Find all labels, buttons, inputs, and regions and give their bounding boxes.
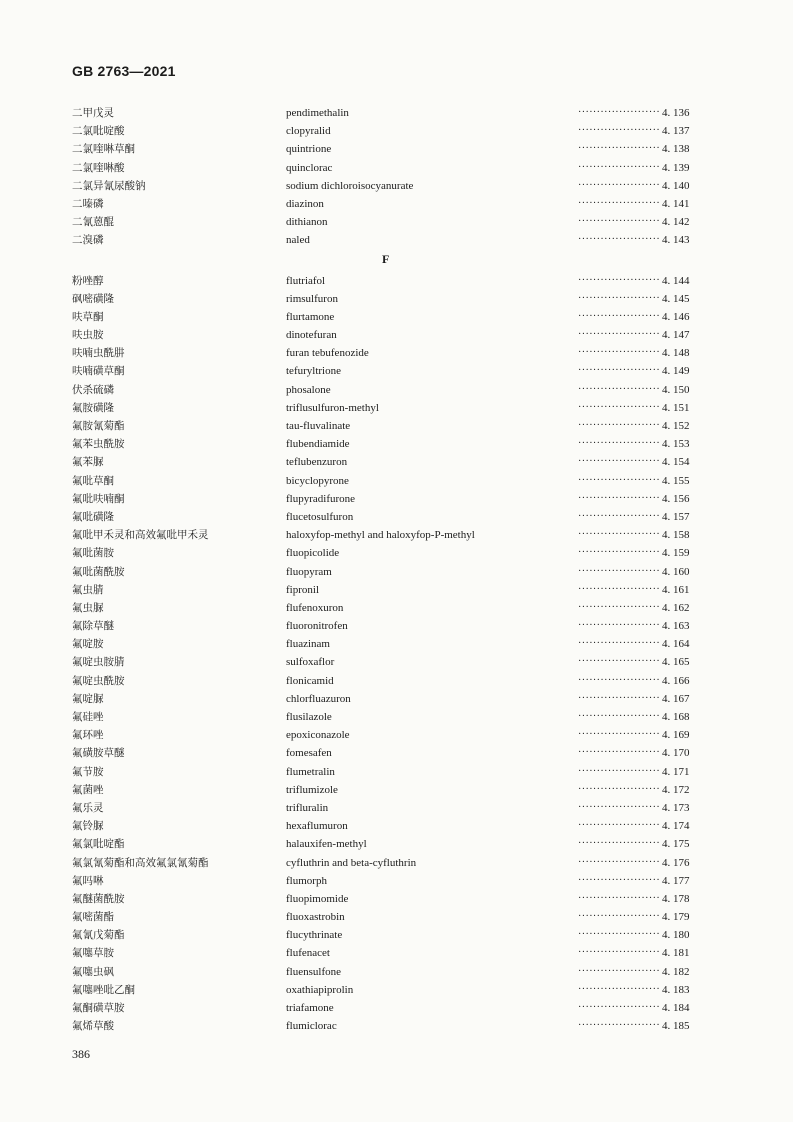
chinese-name: 氟除草醚	[72, 620, 114, 633]
dot-leader: ······················	[578, 1020, 661, 1032]
index-entry	[72, 140, 702, 158]
index-entry	[72, 817, 702, 835]
clause-number: 4. 147	[662, 329, 690, 342]
dot-leader: ······················	[578, 638, 661, 650]
chinese-name: 氟菌唑	[72, 783, 104, 796]
english-name: bicyclopyrone	[286, 474, 349, 487]
index-entry	[72, 890, 702, 908]
dot-leader: ······················	[578, 856, 661, 868]
clause-number: 4. 174	[662, 820, 690, 833]
chinese-name: 氟噻虫砜	[72, 965, 114, 978]
chinese-name: 呋喃虫酰肼	[72, 347, 125, 360]
english-name: trifluralin	[286, 801, 329, 814]
index-list	[72, 104, 702, 1035]
chinese-name: 氟氰戊菊酯	[72, 929, 125, 942]
dot-leader: ······················	[578, 929, 661, 941]
index-entry	[72, 231, 702, 249]
dot-leader: ······················	[578, 765, 661, 777]
chinese-name: 氟铃脲	[72, 820, 104, 833]
clause-number: 4. 168	[662, 711, 690, 723]
dot-leader: ······················	[578, 801, 661, 813]
clause-number: 4. 179	[662, 911, 690, 924]
clause-number: 4. 170	[662, 747, 690, 760]
clause-number: 4. 140	[662, 179, 690, 192]
chinese-name: 氟苯虫酰胺	[72, 438, 125, 451]
index-entry	[72, 159, 702, 177]
section-heading-f	[72, 250, 702, 272]
clause-number: 4. 158	[662, 529, 690, 542]
index-entry	[72, 122, 702, 140]
clause-number: 4. 165	[662, 656, 690, 669]
index-entry	[72, 526, 702, 544]
clause-number: 4. 159	[662, 547, 690, 560]
english-name: halauxifen-methyl	[286, 838, 367, 851]
chinese-name: 呋虫胺	[72, 329, 104, 342]
chinese-name: 砜嘧磺隆	[72, 292, 114, 305]
index-entry	[72, 963, 702, 981]
english-name: flufenoxuron	[286, 601, 344, 614]
chinese-name: 氟吡呋喃酮	[72, 492, 125, 505]
clause-number: 4. 167	[662, 692, 690, 705]
dot-leader: ······················	[578, 529, 661, 541]
english-name: flumiclorac	[286, 1020, 337, 1033]
clause-number: 4. 172	[662, 783, 690, 796]
dot-leader: ······················	[578, 107, 661, 118]
dot-leader: ······················	[578, 583, 661, 595]
dot-leader: ······················	[578, 965, 661, 977]
index-entry	[72, 399, 702, 417]
english-name: fluoronitrofen	[286, 620, 348, 633]
dot-leader: ······················	[578, 510, 661, 522]
index-entry	[72, 799, 702, 817]
clause-number: 4. 160	[662, 565, 690, 578]
clause-number: 4. 176	[662, 856, 690, 869]
english-name: flucetosulfuron	[286, 510, 354, 523]
chinese-name: 氟节胺	[72, 765, 104, 778]
clause-number: 4. 181	[662, 947, 690, 960]
index-entry	[72, 908, 702, 926]
english-name: fomesafen	[286, 747, 332, 760]
index-entry	[72, 835, 702, 853]
english-name: flonicamid	[286, 674, 334, 687]
english-name: flupyradifurone	[286, 492, 356, 505]
english-name: sodium dichloroisocyanurate	[286, 179, 414, 192]
index-entry	[72, 1017, 702, 1035]
entry-group-e	[72, 104, 702, 250]
chinese-name: 二氯吡啶酸	[72, 125, 125, 138]
index-entry	[72, 581, 702, 599]
index-entry	[72, 635, 702, 653]
clause-number: 4. 148	[662, 347, 690, 360]
chinese-name: 氟磺胺草醚	[72, 747, 125, 760]
chinese-name: 氟氯氰菊酯和高效氟氯氰菊酯	[72, 856, 209, 869]
clause-number: 4. 175	[662, 838, 690, 851]
english-name: tefuryltrione	[286, 365, 341, 378]
chinese-name: 氟噻草胺	[72, 947, 114, 960]
chinese-name: 呋喃磺草酮	[72, 365, 125, 378]
dot-leader: ······················	[578, 547, 661, 559]
english-name: quintrione	[286, 143, 332, 156]
chinese-name: 二氯喹啉酸	[72, 161, 125, 174]
index-entry	[72, 417, 702, 435]
english-name: dinotefuran	[286, 329, 337, 342]
english-name: epoxiconazole	[286, 729, 350, 742]
dot-leader: ······················	[578, 947, 661, 959]
index-entry	[72, 690, 702, 708]
dot-leader: ······················	[578, 234, 661, 246]
index-entry	[72, 926, 702, 944]
dot-leader: ······················	[578, 329, 661, 341]
index-entry	[72, 272, 702, 290]
chinese-name: 氟虫脲	[72, 601, 104, 614]
clause-number: 4. 150	[662, 383, 690, 396]
dot-leader: ······················	[578, 601, 661, 613]
english-name: fluazinam	[286, 638, 330, 651]
english-name: naled	[286, 234, 310, 247]
chinese-name: 氟胺磺隆	[72, 401, 114, 414]
english-name: fluensulfone	[286, 965, 341, 978]
chinese-name: 粉唑醇	[72, 274, 104, 287]
dot-leader: ······················	[578, 692, 661, 704]
index-entry	[72, 326, 702, 344]
clause-number: 4. 144	[662, 274, 690, 287]
chinese-name: 氟吡甲禾灵和高效氟吡甲禾灵	[72, 529, 209, 542]
dot-leader: ······················	[578, 747, 661, 759]
english-name: sulfoxaflor	[286, 656, 335, 669]
dot-leader: ······················	[578, 892, 661, 904]
chinese-name: 氟吗啉	[72, 874, 104, 887]
index-entry	[72, 213, 702, 231]
dot-leader: ······················	[578, 179, 661, 191]
index-entry	[72, 999, 702, 1017]
clause-number: 4. 155	[662, 474, 690, 487]
clause-number: 4. 154	[662, 456, 690, 469]
english-name: teflubenzuron	[286, 456, 348, 469]
index-entry	[72, 490, 702, 508]
dot-leader: ······················	[578, 711, 661, 722]
english-name: fluopicolide	[286, 547, 340, 560]
chinese-name: 氟氯吡啶酯	[72, 838, 125, 851]
dot-leader: ······················	[578, 347, 661, 359]
english-name: fipronil	[286, 583, 319, 596]
dot-leader: ······················	[578, 438, 661, 450]
clause-number: 4. 163	[662, 620, 690, 633]
english-name: pendimethalin	[286, 107, 349, 119]
index-entry	[72, 453, 702, 471]
dot-leader: ······················	[578, 365, 661, 377]
index-entry	[72, 104, 702, 122]
dot-leader: ······················	[578, 274, 661, 286]
clause-number: 4. 145	[662, 292, 690, 305]
clause-number: 4. 177	[662, 874, 690, 887]
english-name: flubendiamide	[286, 438, 350, 451]
clause-number: 4. 182	[662, 965, 690, 978]
index-entry	[72, 599, 702, 617]
standard-header: GB 2763—2021	[72, 63, 176, 79]
dot-leader: ······················	[578, 310, 661, 322]
english-name: chlorfluazuron	[286, 692, 351, 705]
index-entry	[72, 195, 702, 213]
index-entry	[72, 672, 702, 690]
index-entry	[72, 177, 702, 195]
chinese-name: 呋草酮	[72, 310, 104, 323]
clause-number: 4. 149	[662, 365, 690, 378]
index-entry	[72, 344, 702, 362]
english-name: flucythrinate	[286, 929, 343, 942]
clause-number: 4. 171	[662, 765, 690, 778]
index-entry	[72, 381, 702, 399]
english-name: haloxyfop-methyl and haloxyfop-P-methyl	[286, 529, 475, 542]
english-name: fluopimomide	[286, 892, 349, 905]
chinese-name: 氟吡磺隆	[72, 510, 114, 523]
dot-leader: ······················	[578, 783, 661, 795]
chinese-name: 伏杀硫磷	[72, 383, 114, 396]
clause-number: 4. 183	[662, 983, 690, 996]
index-entry	[72, 781, 702, 799]
dot-leader: ······················	[578, 620, 661, 632]
clause-number: 4. 161	[662, 583, 690, 596]
dot-leader: ······················	[578, 1002, 661, 1013]
index-entry	[72, 362, 702, 380]
clause-number: 4. 184	[662, 1002, 690, 1014]
chinese-name: 氟烯草酸	[72, 1020, 114, 1033]
english-name: fluoxastrobin	[286, 911, 345, 924]
chinese-name: 氟啶虫胺腈	[72, 656, 125, 669]
index-entry	[72, 653, 702, 671]
chinese-name: 氟啶胺	[72, 638, 104, 651]
english-name: triflusulfuron-methyl	[286, 401, 379, 414]
clause-number: 4. 162	[662, 601, 690, 614]
english-name: flumorph	[286, 874, 327, 887]
english-name: phosalone	[286, 383, 331, 396]
dot-leader: ······················	[578, 456, 661, 468]
chinese-name: 氟虫腈	[72, 583, 104, 596]
dot-leader: ······················	[578, 143, 661, 155]
dot-leader: ······················	[578, 420, 661, 431]
index-entry	[72, 726, 702, 744]
english-name: triflumizole	[286, 783, 338, 796]
section-letter: F	[382, 251, 390, 266]
chinese-name: 二嗪磷	[72, 197, 104, 210]
index-entry	[72, 435, 702, 453]
dot-leader: ······················	[578, 216, 661, 228]
dot-leader: ······················	[578, 729, 661, 741]
index-entry	[72, 617, 702, 635]
clause-number: 4. 164	[662, 638, 690, 651]
dot-leader: ······················	[578, 911, 661, 923]
clause-number: 4. 178	[662, 892, 690, 905]
english-name: triafamone	[286, 1002, 334, 1014]
index-entry	[72, 472, 702, 490]
chinese-name: 二甲戊灵	[72, 107, 114, 119]
chinese-name: 氟胺氰菊酯	[72, 420, 125, 432]
dot-leader: ······················	[578, 565, 661, 577]
english-name: diazinon	[286, 197, 324, 210]
english-name: furan tebufenozide	[286, 347, 369, 360]
chinese-name: 氟硅唑	[72, 711, 104, 723]
chinese-name: 氟吡菌胺	[72, 547, 114, 560]
dot-leader: ······················	[578, 874, 661, 886]
clause-number: 4. 185	[662, 1020, 690, 1033]
chinese-name: 二氯喹啉草酮	[72, 143, 135, 156]
clause-number: 4. 151	[662, 401, 690, 414]
dot-leader: ······················	[578, 125, 661, 137]
chinese-name: 氟吡菌酰胺	[72, 565, 125, 578]
chinese-name: 二氰蒽醌	[72, 216, 114, 229]
index-entry	[72, 981, 702, 999]
english-name: flutriafol	[286, 274, 326, 287]
english-name: flumetralin	[286, 765, 335, 778]
chinese-name: 氟噻唑吡乙酮	[72, 983, 135, 996]
index-entry	[72, 872, 702, 890]
english-name: flurtamone	[286, 310, 335, 323]
clause-number: 4. 173	[662, 801, 690, 814]
clause-number: 4. 137	[662, 125, 690, 138]
dot-leader: ······················	[578, 492, 661, 504]
dot-leader: ······················	[578, 820, 661, 832]
chinese-name: 氟嘧菌酯	[72, 911, 114, 924]
clause-number: 4. 169	[662, 729, 690, 742]
dot-leader: ······················	[578, 656, 661, 668]
dot-leader: ······················	[578, 474, 661, 486]
index-entry	[72, 563, 702, 581]
clause-number: 4. 153	[662, 438, 690, 451]
chinese-name: 氟啶虫酰胺	[72, 674, 125, 687]
english-name: cyfluthrin and beta-cyfluthrin	[286, 856, 417, 869]
chinese-name: 氟酮磺草胺	[72, 1002, 125, 1014]
english-name: fluopyram	[286, 565, 332, 578]
clause-number: 4. 142	[662, 216, 690, 229]
english-name: hexaflumuron	[286, 820, 348, 833]
dot-leader: ······················	[578, 197, 661, 209]
clause-number: 4. 136	[662, 107, 690, 119]
dot-leader: ······················	[578, 674, 661, 686]
dot-leader: ······················	[578, 161, 661, 173]
clause-number: 4. 143	[662, 234, 690, 247]
english-name: flusilazole	[286, 711, 332, 723]
clause-number: 4. 139	[662, 161, 690, 174]
dot-leader: ······················	[578, 838, 661, 850]
page-number: 386	[72, 1047, 90, 1061]
clause-number: 4. 156	[662, 492, 690, 505]
clause-number: 4. 141	[662, 197, 690, 210]
clause-number: 4. 146	[662, 310, 690, 323]
clause-number: 4. 180	[662, 929, 690, 942]
index-entry	[72, 744, 702, 762]
index-entry	[72, 944, 702, 962]
chinese-name: 二溴磷	[72, 234, 104, 247]
english-name: clopyralid	[286, 125, 331, 138]
chinese-name: 氟环唑	[72, 729, 104, 742]
clause-number: 4. 138	[662, 143, 690, 156]
clause-number: 4. 152	[662, 420, 690, 432]
dot-leader: ······················	[578, 401, 661, 413]
english-name: oxathiapiprolin	[286, 983, 354, 996]
index-entry	[72, 308, 702, 326]
chinese-name: 氟吡草酮	[72, 474, 114, 487]
english-name: flufenacet	[286, 947, 330, 960]
clause-number: 4. 166	[662, 674, 690, 687]
index-entry	[72, 763, 702, 781]
english-name: tau-fluvalinate	[286, 420, 351, 432]
dot-leader: ······················	[578, 383, 661, 395]
chinese-name: 氟乐灵	[72, 801, 104, 814]
chinese-name: 氟啶脲	[72, 692, 104, 705]
dot-leader: ······················	[578, 292, 661, 304]
index-entry	[72, 508, 702, 526]
chinese-name: 二氯异氰尿酸钠	[72, 179, 146, 192]
index-entry	[72, 708, 702, 726]
entry-group-f	[72, 272, 702, 1036]
english-name: dithianon	[286, 216, 328, 229]
clause-number: 4. 157	[662, 510, 690, 523]
dot-leader: ······················	[578, 983, 661, 995]
english-name: rimsulfuron	[286, 292, 338, 305]
english-name: quinclorac	[286, 161, 333, 174]
chinese-name: 氟醚菌酰胺	[72, 892, 125, 905]
index-entry	[72, 854, 702, 872]
index-entry	[72, 544, 702, 562]
index-entry	[72, 290, 702, 308]
chinese-name: 氟苯脲	[72, 456, 104, 469]
